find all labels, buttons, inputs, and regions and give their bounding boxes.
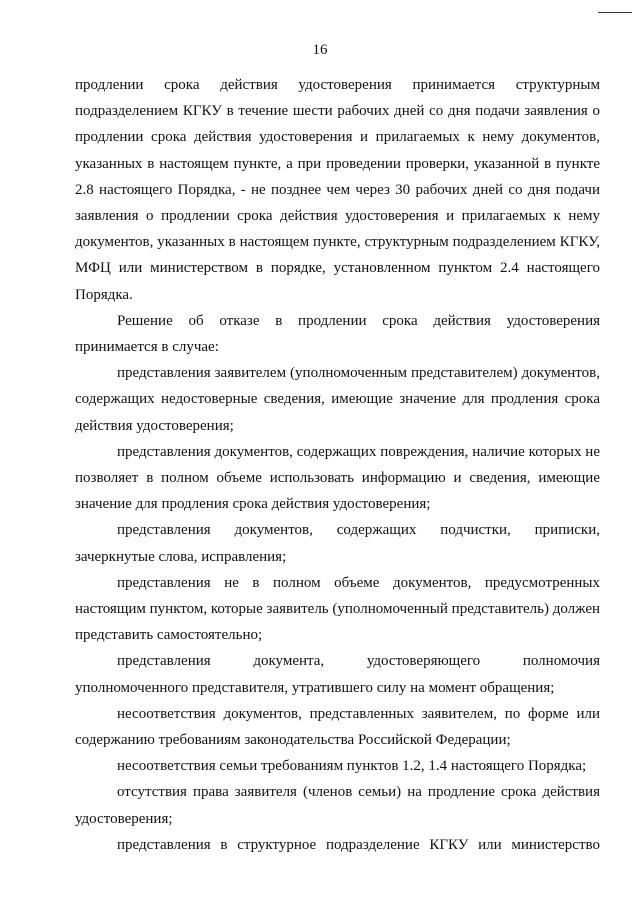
paragraph-ground-form-mismatch: несоответствия документов, представленных заявителем, по форме или содержанию требованиям законодательства Российской Федерации; <box>75 705 600 749</box>
paragraph-ground-family-mismatch: несоответствия семьи требованиям пунктов 1.2, 1.4 настоящего Порядка; <box>117 758 587 775</box>
paragraph-ground-submission: представления в структурное подразделение КГКУ или министерство <box>117 836 600 853</box>
paragraph-ground-false-info: представления заявителем (уполномоченным представителем) документов, содержащих недостоверные сведения, имеющие значение для продления срока действия удостоверения; <box>75 365 600 434</box>
paragraph-ground-damaged-docs: представления документов, содержащих повреждения, наличие которых не позволяет в полном объеме использовать информацию и сведения, имеющие значение для продления срока действия удостоверения; <box>75 443 600 513</box>
page-number: 16 <box>312 42 328 58</box>
document-body <box>75 72 600 858</box>
corner-rule <box>598 12 632 13</box>
paragraph-ground-no-right: отсутствия права заявителя (членов семьи) на продление срока действия удостоверения; <box>75 784 600 827</box>
paragraph-ground-incomplete-docs: представления не в полном объеме документов, предусмотренных настоящим пунктом, которые заявитель (уполномоченный представитель) должен представить самостоятельно; <box>75 574 600 644</box>
paragraph-ground-erasures: представления документов, содержащих подчистки, приписки, зачеркнутые слова, исправления; <box>75 522 600 565</box>
paragraph-ground-expired-authority: представления документа, удостоверяющего полномочия уполномоченного представителя, утратившего силу на момент обращения; <box>75 653 600 696</box>
paragraph-continuation: продлении срока действия удостоверения принимается структурным подразделением КГКУ в течение шести рабочих дней со дня подачи заявления о продлении срока действия удостоверения и прилагаемых к нему документов, указанных в настоящем пункте, а при проведении проверки, указанной в пункте 2.8 настоящего Порядка, - не позднее чем через 30 рабочих дней со дня подачи заявления о продлении срока действия удостоверения и прилагаемых к нему документов, указанных в настоящем пункте, структурным подразделением КГКУ, МФЦ или министерством в порядке, установленном пунктом 2.4 настоящего Порядка. <box>75 77 600 303</box>
paragraph-refusal-intro: Решение об отказе в продлении срока действия удостоверения принимается в случае: <box>75 312 600 356</box>
